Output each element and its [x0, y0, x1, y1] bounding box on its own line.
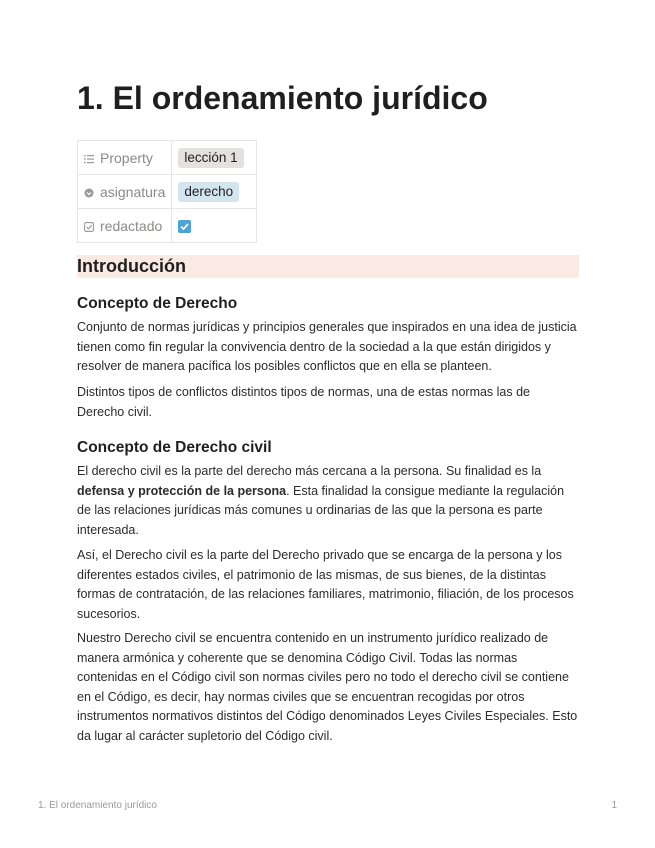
asignatura-row	[78, 175, 257, 209]
heading-concepto-derecho-civil: Concepto de Derecho civil	[77, 439, 272, 456]
property-name-cell	[78, 141, 172, 175]
redactado-checkbox[interactable]	[178, 220, 191, 233]
footer-title: 1. El ordenamiento jurídico	[38, 800, 157, 811]
paragraph: Conjunto de normas jurídicas y principios generales que inspirados en una idea de justicia tienen como fin regular la convivencia dentro de la sociedad a la que están dirigidos y resolver de manera pacífica los posibles conflictos que en ella se planteen.	[77, 320, 577, 373]
heading-introduccion-text: Introducción	[77, 256, 186, 276]
asignatura-tag[interactable]: derecho	[178, 182, 239, 202]
redactado-value-cell[interactable]	[172, 209, 257, 243]
bold-text: defensa y protección de la persona	[77, 483, 287, 498]
property-row	[78, 141, 257, 175]
page-number: 1	[611, 800, 617, 811]
heading-concepto-derecho: Concepto de Derecho	[77, 295, 238, 312]
asignatura-value-cell[interactable]	[172, 175, 257, 209]
asignatura-name-cell	[78, 175, 172, 209]
paragraph: Así, el Derecho civil es la parte del Derecho privado que se encarga de la persona y los diferentes estados civiles, el patrimonio de las mismas, de sus bienes, de la distintas formas de contratación, de las relaciones familiares, matrimonio, filiación, de los procesos sucesorios.	[77, 548, 574, 621]
paragraph	[77, 462, 579, 540]
properties-table	[77, 140, 257, 243]
redactado-name: redactado	[100, 217, 163, 234]
redactado-row	[78, 209, 257, 243]
paragraph-text: El derecho civil es la parte del derecho más cercana a la persona. Su finalidad es la	[77, 464, 542, 478]
property-tag[interactable]: lección 1	[178, 148, 243, 168]
property-name: Property	[100, 149, 153, 166]
checkmark-icon	[178, 220, 191, 233]
page-title: 1. El ordenamiento jurídico	[77, 80, 488, 116]
heading-introduccion	[77, 255, 579, 278]
redactado-name-cell	[78, 209, 172, 243]
paragraph: Nuestro Derecho civil se encuentra contenido en un instrumento jurídico realizado de manera armónica y coherente que se denomina Código Civil. Todas las normas contenidas en el Código civil son normas civiles pero no todo el derecho civil se contiene en el Código, es decir, hay normas civiles que se encuentran recogidas por otros instrumentos normativos distintos del Código denominados Leyes Civiles Especiales. Esto da lugar al carácter supletorio del Código civil.	[77, 631, 578, 743]
checkbox-icon	[84, 222, 94, 232]
property-value-cell[interactable]	[172, 141, 257, 175]
circle-icon	[84, 188, 94, 198]
paragraph: Distintos tipos de conflictos distintos tipos de normas, una de estas normas las de Derecho civil.	[77, 385, 531, 419]
asignatura-name: asignatura	[100, 183, 166, 200]
paragraph-text: . Esta finalidad la consigue mediante la regulación de las relaciones jurídicas más comunes u ordinarias de las que la persona es parte interesada.	[77, 483, 565, 537]
list-icon	[84, 154, 94, 164]
